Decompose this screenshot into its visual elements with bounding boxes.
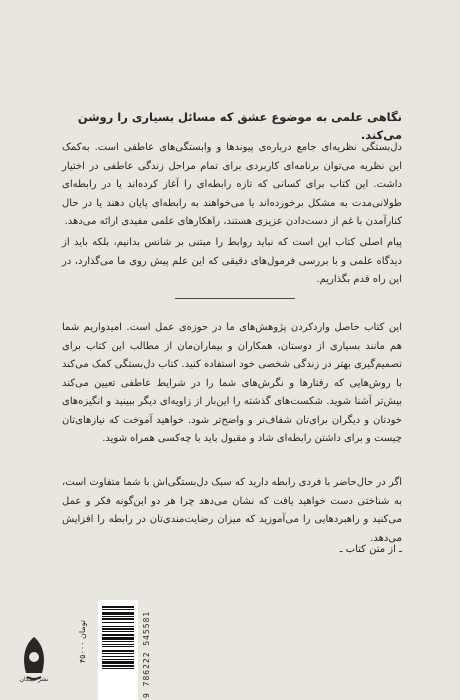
publisher-logo-icon — [18, 633, 50, 693]
publisher-name: نشر میلکان — [19, 676, 49, 683]
barcode-number: 9 786222 545581 — [142, 610, 151, 698]
paragraph-text: دل‌بستگی نظریه‌ای جامع درباره‌ی پیوندها و وابستگی‌های عاطفی است. به‌کمک این نظریه می‌توان برنامه‌ای کاربردی برای تمام مراحل زندگی عاطفی در اختیار داشت. این کتاب برای کسانی که تازه رابطه‌ای را آغاز کرده‌اند یا در رابطه‌ای طولانی‌مدت به مشکل برخورده‌اند یا می‌خواهند به رابطه‌ای پایان دهند یا در حال کنارآمدن با غم از دست‌دادن عزیزی هستند، راهکارهای علمی مفیدی ارائه می‌دهد. — [62, 142, 402, 227]
paragraph-text: این کتاب حاصل واردکردن پژوهش‌های ما در حوزه‌ی عمل است. امیدواریم شما هم مانند بسیاری از دوستان، همکاران و بیماران‌مان از مطالب این کتاب برای تصمیم‌گیری بهتر در زندگی شخصی خود استفاده کنید. کتاب دل‌بستگی کمک می‌کند با روش‌هایی که رفتارها و نگرش‌های شما را در شرایط عاطفی تعیین می‌کند بیش‌تر آشنا شوید. شکست‌های گذشته را این‌بار از زاویه‌ای دیگر ببینید و انگیزه‌های خودتان و دیگران برای‌تان شفاف‌تر و واضح‌تر شود. خواهید آموخت که نیازهای‌تان چیست و برای داشتن رابطه‌ای شاد و مقبول باید با چه‌کسی همراه شوید. — [62, 322, 402, 444]
paragraph-2 — [62, 234, 402, 290]
price-label: ۴۵۰۰۰ تومان — [78, 620, 87, 663]
paragraph-text: پیام اصلی کتاب این است که نباید روابط را مبتنی بر شانس بدانیم، بلکه باید از دیدگاه علمی و با بررسی فرمول‌های دقیقی که این علم پیش روی ما می‌گذارد، در این راه قدم بگذاریم. — [62, 237, 402, 285]
section-divider — [175, 298, 295, 299]
paragraph-text: اگر در حال‌حاضر با فردی رابطه دارید که سبک دل‌بستگی‌اش با شما متفاوت است، به شناختی دست خواهید یافت که نشان می‌دهد چرا هر دو این‌گونه فکر و عمل می‌کنید و راهبردهایی را می‌آموزید که میزان رضایت‌مندی‌تان در رابطه را افزایش می‌دهد. — [62, 477, 402, 544]
paragraph-1 — [62, 139, 402, 232]
headline: نگاهی علمی به موضوع عشق که مسائل بسیاری را روشن می‌کند. — [77, 110, 402, 142]
barcode-bars — [98, 600, 138, 700]
paragraph-3 — [62, 319, 402, 449]
source-note: ـ از متن کتاب ـ — [339, 544, 402, 555]
paragraph-4 — [62, 474, 402, 548]
barcode — [98, 600, 140, 700]
